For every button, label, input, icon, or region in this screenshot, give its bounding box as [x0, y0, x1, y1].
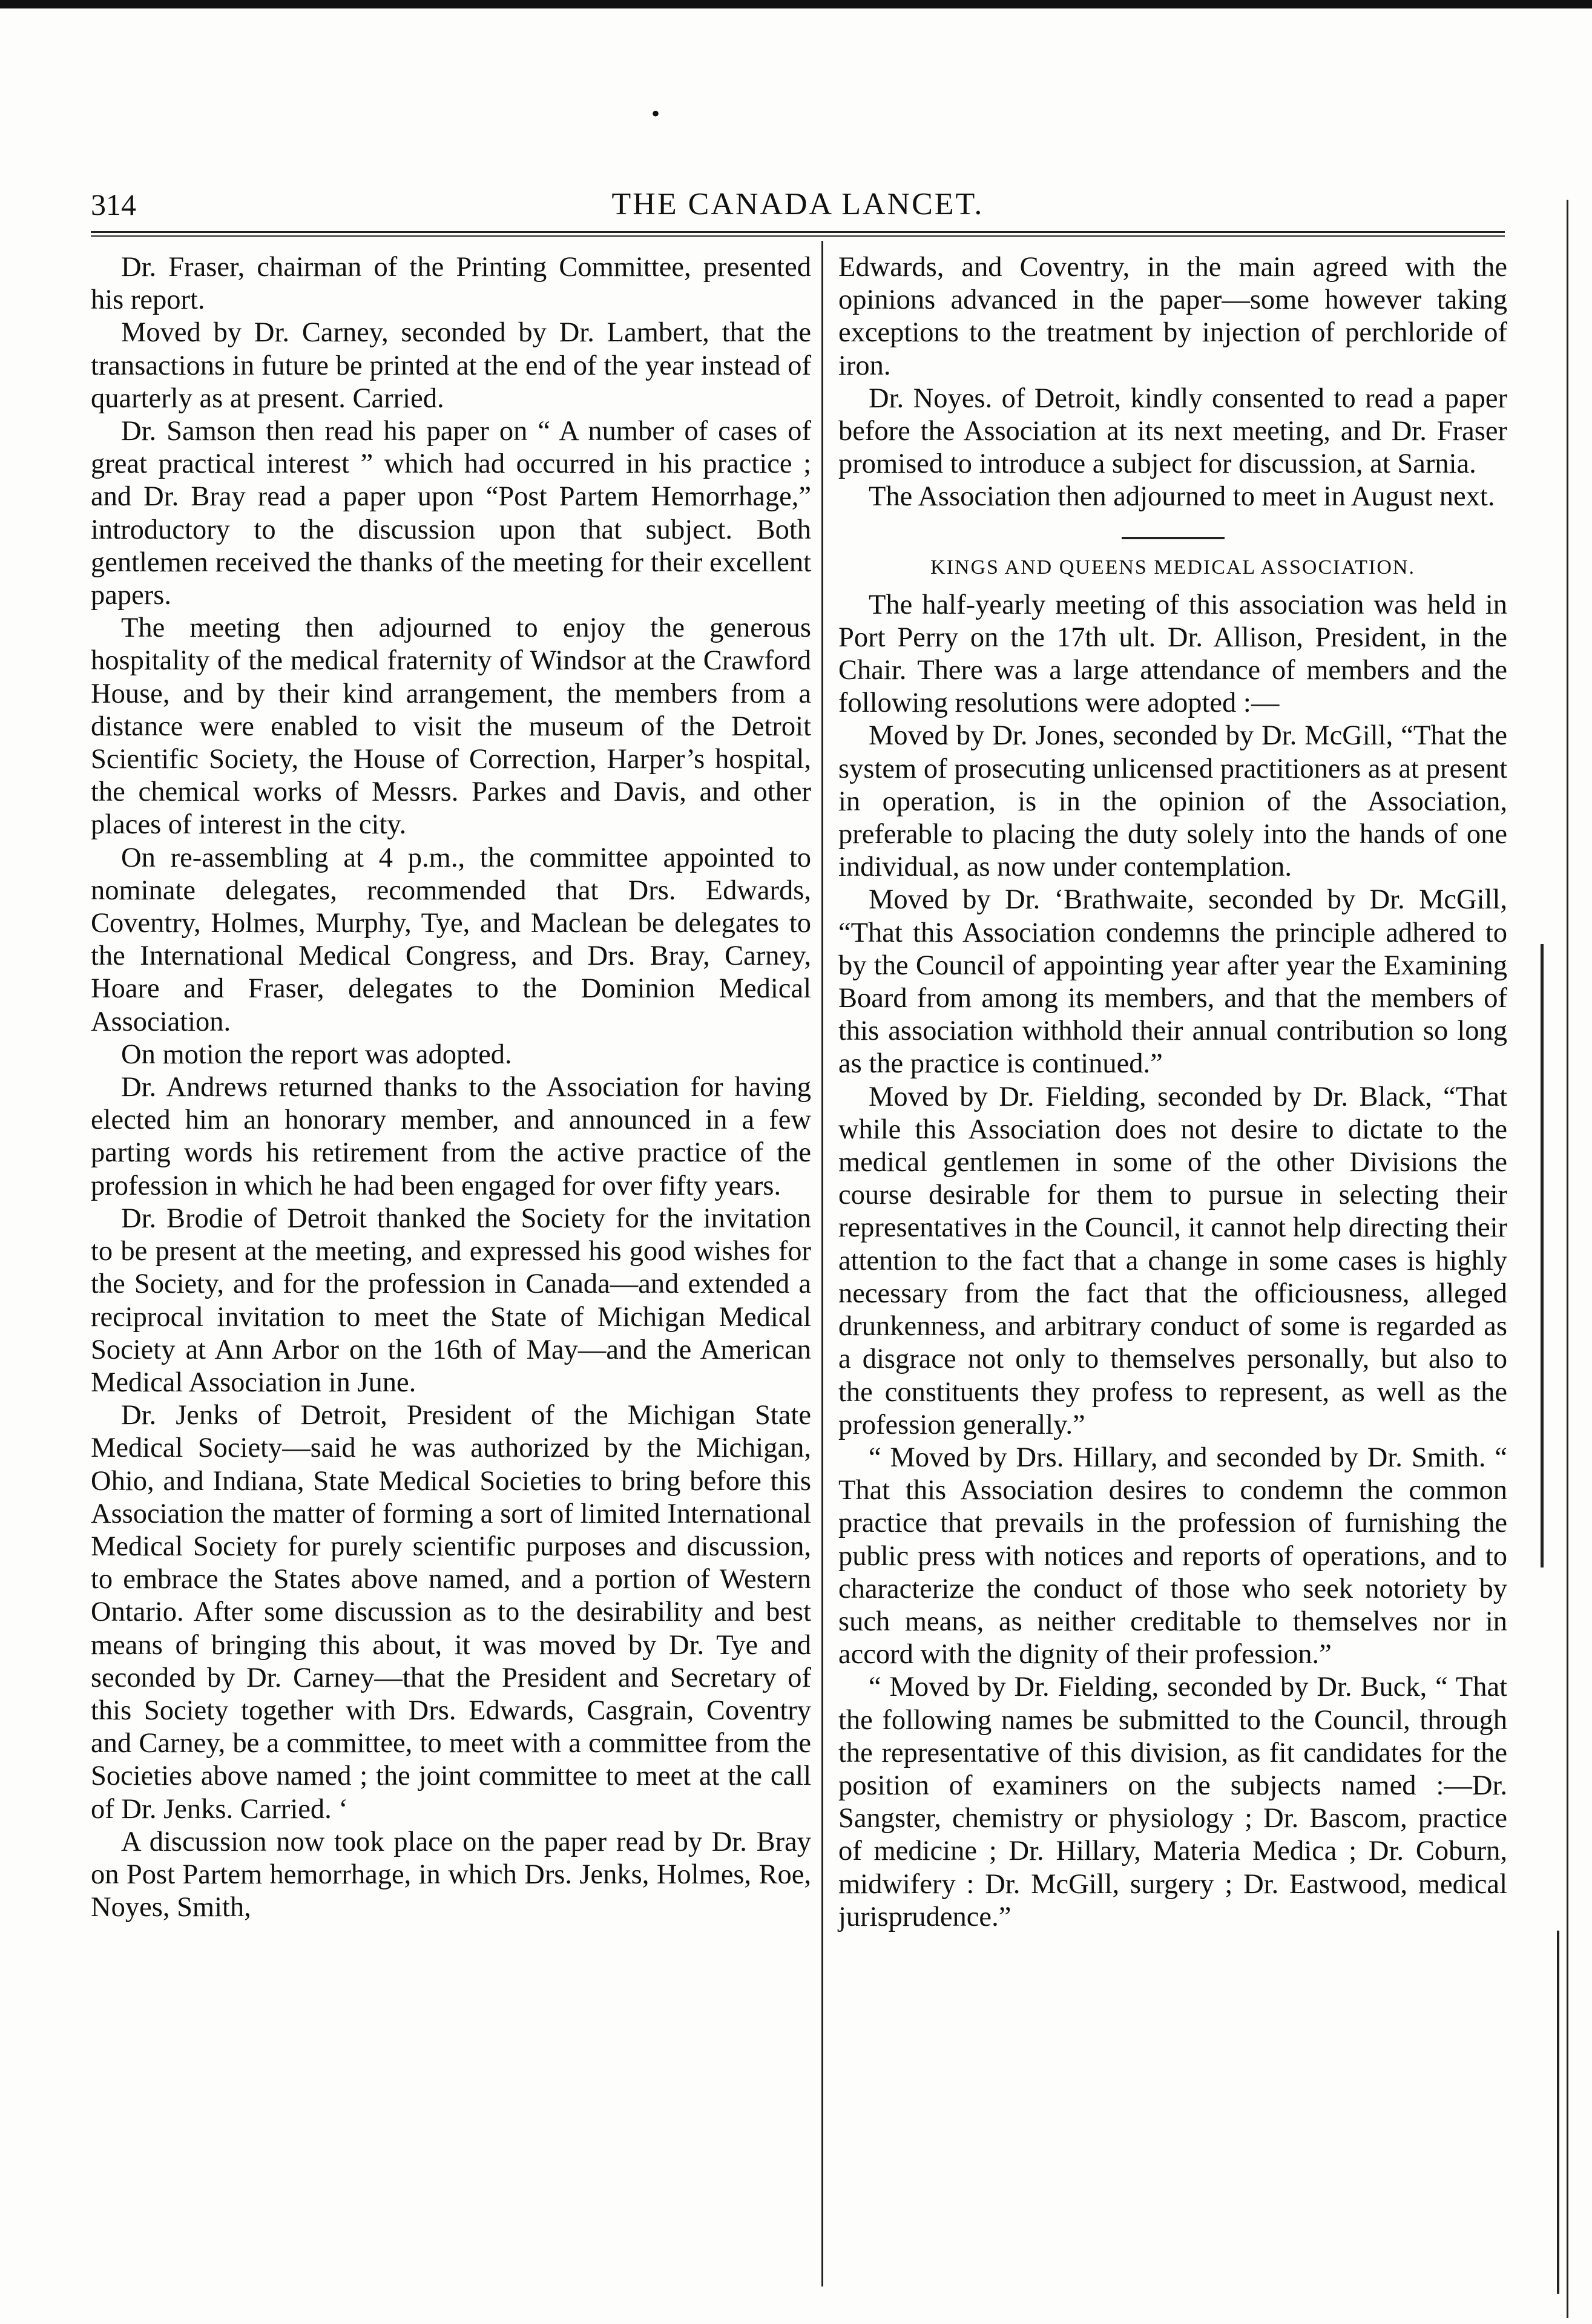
column-divider [821, 241, 823, 2286]
paragraph: A discussion now took place on the paper read by Dr. Bray on Post Partem hemorrhage, in which Drs. Jenks, Holmes, Roe, Noyes, Smith, [91, 1826, 811, 1923]
page-edge-line [1567, 200, 1568, 2318]
paragraph: Edwards, and Coventry, in the main agreed with the opinions advanced in the paper—some however taking exceptions to the treatment by injection of perchloride of iron. [838, 252, 1507, 381]
paragraph: On motion the report was adopted. [121, 1039, 512, 1070]
section-heading: KINGS AND QUEENS MEDICAL ASSOCIATION. [930, 556, 1415, 579]
paragraph: Dr. Andrews returned thanks to the Association for having elected him an honorary member, and announced in a few parting words his retirement from the active practice of the profession in which he had been engaged for over fifty years. [91, 1072, 811, 1201]
page-edge-line [1541, 944, 1544, 1567]
paragraph: Dr. Brodie of Detroit thanked the Society for the invitation to be present at the meeting, and expressed his good wishes for the Society, and for the profession in Canada—and extended a reciprocal invitation to meet the State of Michigan Medical Society at Ann Arbor on the 16th of May—and the American Medical Association in June. [91, 1203, 811, 1398]
paragraph: Dr. Fraser, chairman of the Printing Committee, presented his report. [91, 252, 811, 316]
paragraph: Moved by Dr. Fielding, seconded by Dr. Black, “That while this Association does not desire to dictate to the medical gentlemen in some of the other Divisions the course desirable for them to pursue in selecting their representatives in the Council, it cannot help directing their attention to the fact that a change in some cases is highly necessary from the fact that the officiousness, alleged drunkenness, and arbitrary conduct of some is regarded as a disgrace not only to themselves personally, but also to the constituents they profess to represent, as well as the profession generally.” [838, 1081, 1507, 1440]
right-column [838, 251, 1507, 1934]
paragraph: On re-assembling at 4 p.m., the committee appointed to nominate delegates, recommended that Drs. Edwards, Coventry, Holmes, Murphy, Tye, and Maclean be delegates to the International Medical Congress, and Drs. Bray, Carney, Hoare and Fraser, delegates to the Dominion Medical Association. [91, 842, 811, 1037]
page-number: 314 [91, 188, 136, 222]
paragraph: Moved by Dr. ‘Brathwaite, seconded by Dr. McGill, “That this Association condemns the principle adhered to by the Council of appointing year after year the Examining Board from among its members, and that the members of this association withhold their annual contribution so long as the practice is continued.” [838, 884, 1507, 1080]
paragraph: Moved by Dr. Carney, seconded by Dr. Lambert, that the transactions in future be printed at the end of the year instead of quarterly as at present. Carried. [91, 317, 811, 414]
header-rule [91, 231, 1505, 237]
paragraph: Dr. Jenks of Detroit, President of the Michigan State Medical Society—said he was authorized by the Michigan, Ohio, and Indiana, State Medical Societies to bring before this Association the matter of forming a sort of limited International Medical Society for purely scientific purposes and discussion, to embrace the States above named, and a portion of Western Ontario. After some discussion as to the desirability and best means of bringing this about, it was moved by Dr. Tye and seconded by Dr. Carney—that the President and Secretary of this Society together with Drs. Edwards, Casgrain, Coventry and Carney, be a committee, to meet with a committee from the Societies above named ; the joint committee to meet at the call of Dr. Jenks. Carried. ‘ [91, 1400, 811, 1825]
paragraph: The Association then adjourned to meet in August next. [869, 481, 1495, 513]
paragraph: “ Moved by Drs. Hillary, and seconded by Dr. Smith. “ That this Association desires to condemn the common practice that prevails in the profession of furnishing the public press with notices and reports of operations, and to characterize the conduct of those who seek notoriety by such means, as neither creditable to themselves nor in accord with the dignity of their profession.” [838, 1442, 1507, 1670]
paragraph: The half-yearly meeting of this association was held in Port Perry on the 17th ult. Dr. Allison, President, in the Chair. There was a large attendance of members and the following resolutions were adopted :— [838, 589, 1507, 719]
running-title: THE CANADA LANCET. [611, 187, 984, 222]
left-column [91, 251, 811, 1924]
paragraph: “ Moved by Dr. Fielding, seconded by Dr. Buck, “ That the following names be submitted to the Council, through the representative of this division, as fit candidates for the position of examiners on the subjects named :—Dr. Sangster, chemistry or physiology ; Dr. Bascom, practice of medicine ; Dr. Hillary, Materia Medica ; Dr. Coburn, midwifery : Dr. McGill, surgery ; Dr. Eastwood, medical jurisprudence.” [838, 1672, 1507, 1932]
top-border-rule [0, 0, 1592, 8]
section-separator-rule [1122, 537, 1225, 539]
ornament-mark: • [651, 100, 660, 127]
page-header [91, 180, 1505, 229]
paragraph: Dr. Samson then read his paper on “ A number of cases of great practical interest ” which had occurred in his practice ; and Dr. Bray read a paper upon “Post Partem Hemorrhage,” introductory to the discussion upon that subject. Both gentlemen received the thanks of the meeting for their excellent papers. [91, 416, 811, 611]
paragraph: Moved by Dr. Jones, seconded by Dr. McGill, “That the system of prosecuting unlicensed practitioners as at present in operation, is in the opinion of the Association, preferable to placing the duty solely into the hands of one individual, as now under contemplation. [838, 720, 1507, 883]
paragraph: The meeting then adjourned to enjoy the generous hospitality of the medical fraternity of Windsor at the Crawford House, and by their kind arrangement, the members from a distance were enabled to visit the museum of the Detroit Scientific Society, the House of Correction, Harper’s hospital, the chemical works of Messrs. Parkes and Davis, and other places of interest in the city. [91, 612, 811, 841]
page-edge-line [1557, 1931, 1559, 2294]
paragraph: Dr. Noyes. of Detroit, kindly consented to read a paper before the Association at its next meeting, and Dr. Fraser promised to introduce a subject for discussion, at Sarnia. [838, 382, 1507, 480]
